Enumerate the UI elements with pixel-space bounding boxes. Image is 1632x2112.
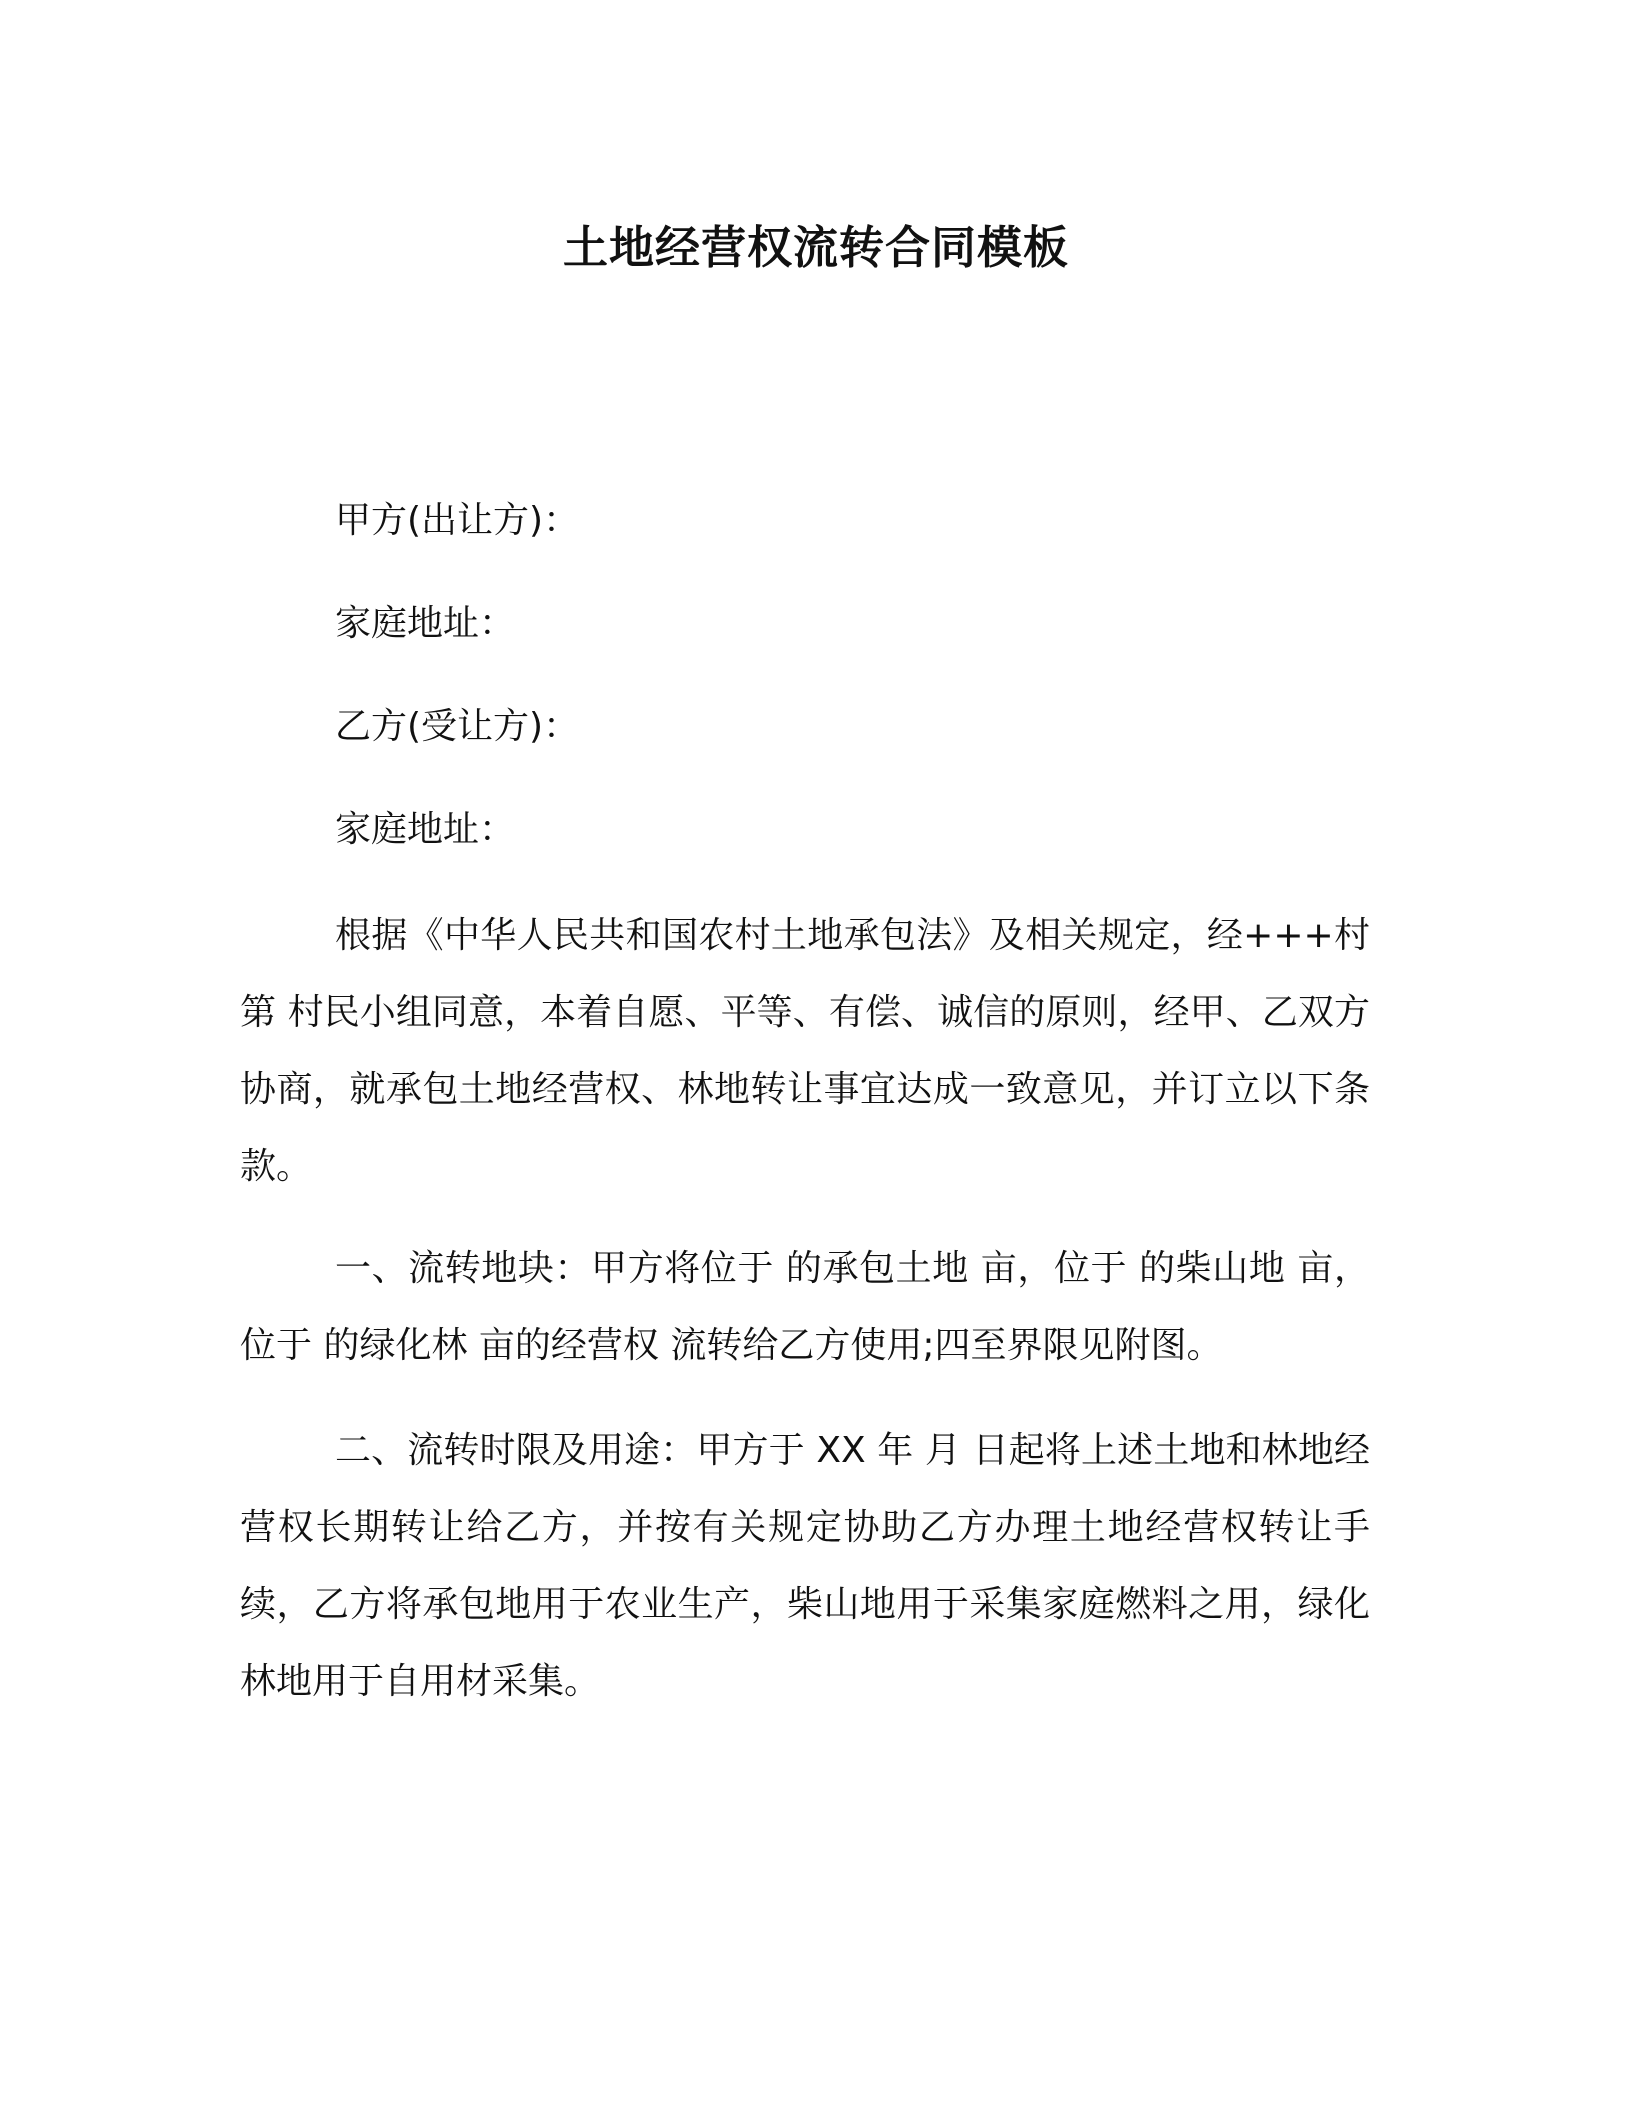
party-b-field: 乙方(受让方)：	[335, 706, 580, 747]
clause-2-paragraph: 二、流转时限及用途：甲方于 XX 年 月 日起将上述土地和林地经营权长期转让给乙方，并按有关规定协助乙方办理土地经营权转让手续，乙方将承包地用于农业生产，柴山地用于采集家庭燃料之用，绿化林地用于自用材采集。	[240, 1430, 1370, 1702]
party-a-field: 甲方(出让方)：	[335, 500, 580, 541]
document-title: 土地经营权流转合同模板	[562, 221, 1069, 274]
intro-paragraph: 根据《中华人民共和国农村土地承包法》及相关规定，经+++村第 村民小组同意，本着自愿、平等、有偿、诚信的原则，经甲、乙双方协商，就承包土地经营权、林地转让事宜达成一致意见，并订立以下条款。	[240, 915, 1370, 1187]
clause-1-paragraph: 一、流转地块：甲方将位于 的承包土地 亩，位于 的柴山地 亩，位于 的绿化林 亩的经营权 流转给乙方使用;四至界限见附图。	[240, 1248, 1370, 1366]
party-b-address-field: 家庭地址：	[335, 809, 516, 850]
party-a-address-field: 家庭地址：	[335, 603, 516, 644]
